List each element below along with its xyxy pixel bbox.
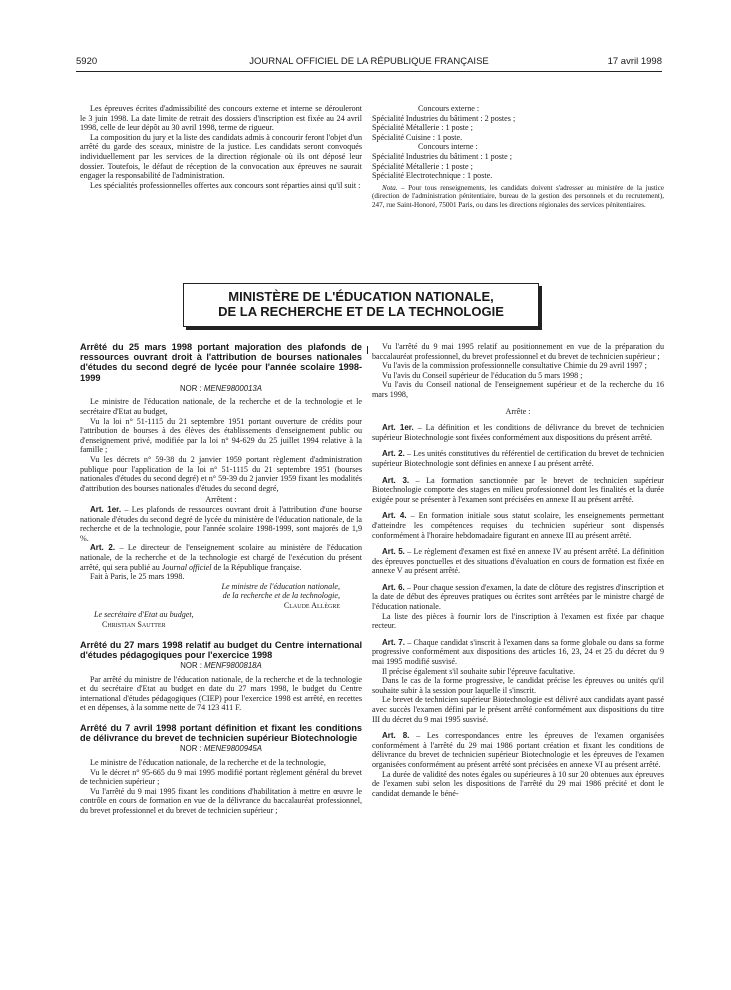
paragraph: Le ministre de l'éducation nationale, de la recherche et de la technologie,: [90, 758, 326, 768]
article-7: [372, 638, 664, 667]
article-3: [372, 476, 664, 505]
paragraph: Les épreuves écrites d'admissibilité des concours externe et interne se dérouleront le 3 juin 1998. La date limite de retrait des dossiers d'inscription est fixée au 24 avril 1998, celle de leur dépôt au 30 avril 1998, terme de rigueur.: [80, 104, 362, 133]
paragraph: Vu l'avis du Conseil supérieur de l'éducation du 5 mars 1998 ;: [382, 370, 583, 380]
article-label: Art. 2.: [90, 543, 116, 553]
article-text: – Les unités constitutives du référentiel de certification du brevet de technicien supérieur Biotechnologie sont définies en annexe I au présent arrêté.: [372, 449, 664, 468]
decree-1-title: Arrêté du 25 mars 1998 portant majoration des plafonds de ressources ouvrant droit à l'attribution de bourses nationales d'études du second degré de lycée pour l'année scolaire 1998-1999: [80, 342, 362, 383]
decree-2-title: Arrêté du 27 mars 1998 relatif au budget du Centre international d'études pédagogiques pour l'exercice 1998: [80, 639, 362, 660]
paragraph: Vu l'arrêté du 9 mai 1995 relatif au positionnement en vue de la préparation du baccalauréat professionnel, du brevet professionnel et du brevet de technicien supérieur ;: [372, 342, 664, 361]
nor-label: NOR :: [180, 383, 204, 393]
decree-2-nor: [80, 661, 362, 671]
decree-3-title: Arrêté du 7 avril 1998 portant définition et fixant les conditions de délivrance du brevet de technicien supérieur Biotechnologie: [80, 723, 362, 744]
nor-code: MENE9800013A: [203, 383, 262, 393]
article-text: – Le directeur de l'enseignement scolaire au ministère de l'éducation nationale, de la recherche et de la technologie est chargé de l'exécution du présent arrêté, qui sera publié au: [80, 543, 363, 572]
list-item: Spécialité Industries du bâtiment : 2 postes ;: [372, 113, 516, 123]
article-label: Art. 3.: [382, 475, 410, 485]
paragraph: Les spécialités professionnelles offertes aux concours sont réparties ainsi qu'il suit :: [90, 180, 361, 190]
lower-left-column: [80, 342, 362, 816]
article-text: – En formation initiale sous statut scolaire, les enseignements permettant d'atteindre les compétences requises du technicien supérieur sont dispensés conformément à l'horaire hebdomadaire figurant en annexe III au présent arrêté.: [372, 511, 665, 540]
article-text: – Chaque candidat s'inscrit à l'examen dans sa forme globale ou dans sa forme progressive conformément aux dispositions des articles 16, 23, 24 et 25 du décret du 9 mai 1995 modifié susvisé.: [372, 637, 665, 667]
article-text: – Le règlement d'examen est fixé en annexe IV au présent arrêté. La définition des épreuves ponctuelles et des situations d'évaluation en cours de formation est fixée en annexe V au présent arrêté.: [372, 547, 664, 576]
internal-heading: Concours interne :: [418, 142, 478, 152]
paragraph: Vu l'arrêté du 9 mai 1995 fixant les conditions d'habilitation à mettre en œuvre le contrôle en cours de formation en vue de la délivrance du baccalauréat professionnel, du brevet professionnel et du brevet de technicien supérieur ;: [80, 786, 362, 815]
article-text: – Les correspondances entre les épreuves de l'examen organisées conformément à l'arrêté du 29 mai 1986 portant création et fixant les conditions de délivrance du brevet de technicien supérieur Biotechnologie et les épreuves de l'examen organisées conformément au présent arrêté sont précisées en annexe VI au présent arrêté.: [372, 731, 664, 769]
note-text: – Pour tous renseignements, les candidats doivent s'adresser au ministère de la justice (direction de l'administration pénitentiaire, bureau de la gestion des personnels et du recrutement), 247, rue Saint-Honoré, 75001 Paris, ou dans les directions régionales des services pénitentiaires.: [372, 183, 664, 209]
list-item: Spécialité Cuisine : 1 poste.: [372, 132, 463, 142]
paragraph: La durée de validité des notes égales ou supérieures à 10 sur 20 obtenues aux épreuves de l'examen subi selon les dispositions de l'arrêté du 29 mai 1986 précité et dont le candidat demande le béné-: [372, 769, 664, 798]
arretent: Arrêtent :: [205, 495, 237, 505]
list-item: Spécialité Métallerie : 1 poste ;: [372, 161, 473, 171]
column-divider: [367, 346, 368, 354]
article-label: Art. 4.: [382, 511, 407, 521]
signatory-2-title: Le secrétaire d'Etat au budget,: [94, 610, 194, 620]
page-number: 5920: [76, 56, 98, 67]
top-right-column: [372, 104, 664, 209]
article-label: Art. 6.: [382, 582, 405, 592]
nor-label: NOR :: [180, 661, 205, 671]
paragraph: Le brevet de technicien supérieur Biotechnologie est délivré aux candidats ayant passé avec succès l'examen défini par le présent arrêté conformément aux dispositions du titre III du décret du 9 mai 1995 susvisé.: [372, 695, 664, 724]
paragraph: La liste des pièces à fournir lors de l'inscription à l'examen est fixée par chaque recteur.: [372, 611, 664, 631]
decree-3-nor: [80, 744, 362, 754]
ministry-heading-box: [183, 283, 539, 327]
nor-label: NOR :: [180, 744, 204, 754]
article-text: – Pour chaque session d'examen, la date de clôture des registres d'inscription et la date de début des épreuves pratiques ou écrites sont arrêtées par le ministre chargé de l'éducation nationale.: [372, 582, 664, 612]
article-label: Art. 7.: [382, 637, 405, 647]
nor-code: MENF9800818A: [204, 661, 262, 671]
article-text: – La formation sanctionnée par le brevet de technicien supérieur Biotechnologie comporte des stages en milieu professionnel dont les finalités et la durée exigée pour se présenter à l'examen sont précisées en annexe II au présent arrêté.: [372, 475, 664, 504]
note-label: Nota.: [382, 183, 398, 192]
article-text: de la République française.: [211, 562, 302, 572]
list-item: Spécialité Electrotechnique : 1 poste.: [372, 171, 493, 181]
article-text: – Les plafonds de ressources ouvrant droit à l'attribution d'une bourse nationale d'études du second degré de lycée du ministère de l'éducation nationale, de la recherche et de la technologie, pour l'année scolaire 1998-1999, sont majorés de 1,9 %.: [80, 504, 362, 543]
article-label: Art. 2.: [382, 449, 405, 459]
issue-date: 17 avril 1998: [607, 56, 662, 67]
article-5: [372, 547, 664, 576]
article-label: Art. 1er.: [90, 504, 122, 514]
ministry-line-1: MINISTÈRE DE L'ÉDUCATION NATIONALE,: [228, 289, 494, 304]
article-1: [372, 423, 664, 442]
paragraph: La composition du jury et la liste des candidats admis à concourir feront l'objet d'un arrêté du garde des sceaux, ministre de la justice. Les candidats seront convoqués individuellement par les services de la direction régionale où ils ont déposé leur dossier. Toutefois, le défaut de réception de la convocation aux épreuves ne saurait engager la responsabilité de l'administration.: [80, 132, 362, 181]
signatory-1-title-2: de la recherche et de la technologie,: [222, 591, 340, 601]
signatory-1-title: Le ministre de l'éducation nationale,: [221, 581, 340, 591]
nor-code: MENE9800945A: [203, 744, 262, 754]
done-at: Fait à Paris, le 25 mars 1998.: [90, 572, 185, 582]
journal-name: Journal officiel: [161, 562, 212, 572]
paragraph: Vu l'avis du Conseil national de l'enseignement supérieur et de la recherche du 16 mars 1998,: [372, 380, 664, 399]
article-label: Art. 1er.: [382, 423, 414, 433]
external-heading: Concours externe :: [418, 104, 480, 113]
paragraph: Dans le cas de la forme progressive, le candidat précise les épreuves ou unités qu'il souhaite subir à la session pour laquelle il s'inscrit.: [372, 676, 664, 695]
note: [372, 184, 664, 209]
article-label: Art. 8.: [382, 731, 410, 741]
article-4: [372, 511, 664, 540]
article-8: [372, 731, 664, 769]
article-label: Art. 5.: [382, 547, 405, 557]
paragraph: Vu le décret n° 95-665 du 9 mai 1995 modifié portant règlement général du brevet de technicien supérieur ;: [80, 767, 362, 787]
paragraph: Par arrêté du ministre de l'éducation nationale, de la recherche et de la technologie et du secrétaire d'Etat au budget en date du 27 mars 1998, le budget du Centre international d'études pédagogiques (CIEP) pour l'exercice 1998 est arrêté, en recettes et en dépenses, à la somme nette de 74 123 411 F.: [80, 674, 362, 713]
article-6: [372, 583, 664, 612]
decree-1-nor: [80, 384, 362, 394]
signatory-1-name: Claude Allègre: [283, 600, 340, 610]
signatory-2-name: Christian Sautter: [102, 620, 166, 630]
paragraph: Vu la loi n° 51-1115 du 21 septembre 1951 portant ouverture de crédits pour l'attribution de bourses à des élèves des établissements d'enseignement public ou d'enseignement privé, modifiée par la loi n° 94-629 du 25 juillet 1994 relative à la famille ;: [80, 416, 362, 455]
article-1: [80, 505, 362, 543]
list-item: Spécialité Métallerie : 1 poste ;: [372, 123, 473, 133]
list-item: Spécialité Industries du bâtiment : 1 poste ;: [372, 151, 513, 161]
page-header: [76, 56, 662, 70]
header-rule: [76, 71, 662, 72]
article-text: – La définition et les conditions de délivrance du brevet de technicien supérieur Biotechnologie sont fixées conformément aux dispositions du présent arrêté.: [372, 423, 664, 442]
arrete: Arrête :: [505, 406, 531, 416]
paragraph: Il précise également s'il souhaite subir l'épreuve facultative.: [382, 666, 576, 676]
article-2: [80, 543, 362, 572]
top-left-column: [80, 104, 362, 190]
journal-title: JOURNAL OFFICIEL DE LA RÉPUBLIQUE FRANÇAISE: [249, 56, 489, 67]
ministry-line-2: DE LA RECHERCHE ET DE LA TECHNOLOGIE: [218, 304, 504, 319]
lower-right-column: [372, 342, 664, 798]
article-2: [372, 449, 664, 468]
paragraph: Le ministre de l'éducation nationale, de la recherche et de la technologie et le secrétaire d'Etat au budget,: [80, 397, 362, 416]
paragraph: Vu l'avis de la commission professionnelle consultative Chimie du 29 avril 1997 ;: [382, 361, 647, 371]
paragraph: Vu les décrets n° 59-38 du 2 janvier 1959 portant règlement d'administration publique pour l'application de la loi n° 51-1115 du 21 septembre 1951 (bourses nationales d'études du second degré) et n° 59-39 du 2 janvier 1959 fixant les modalités d'attribution des bourses nationales d'études du second degré,: [80, 454, 362, 493]
